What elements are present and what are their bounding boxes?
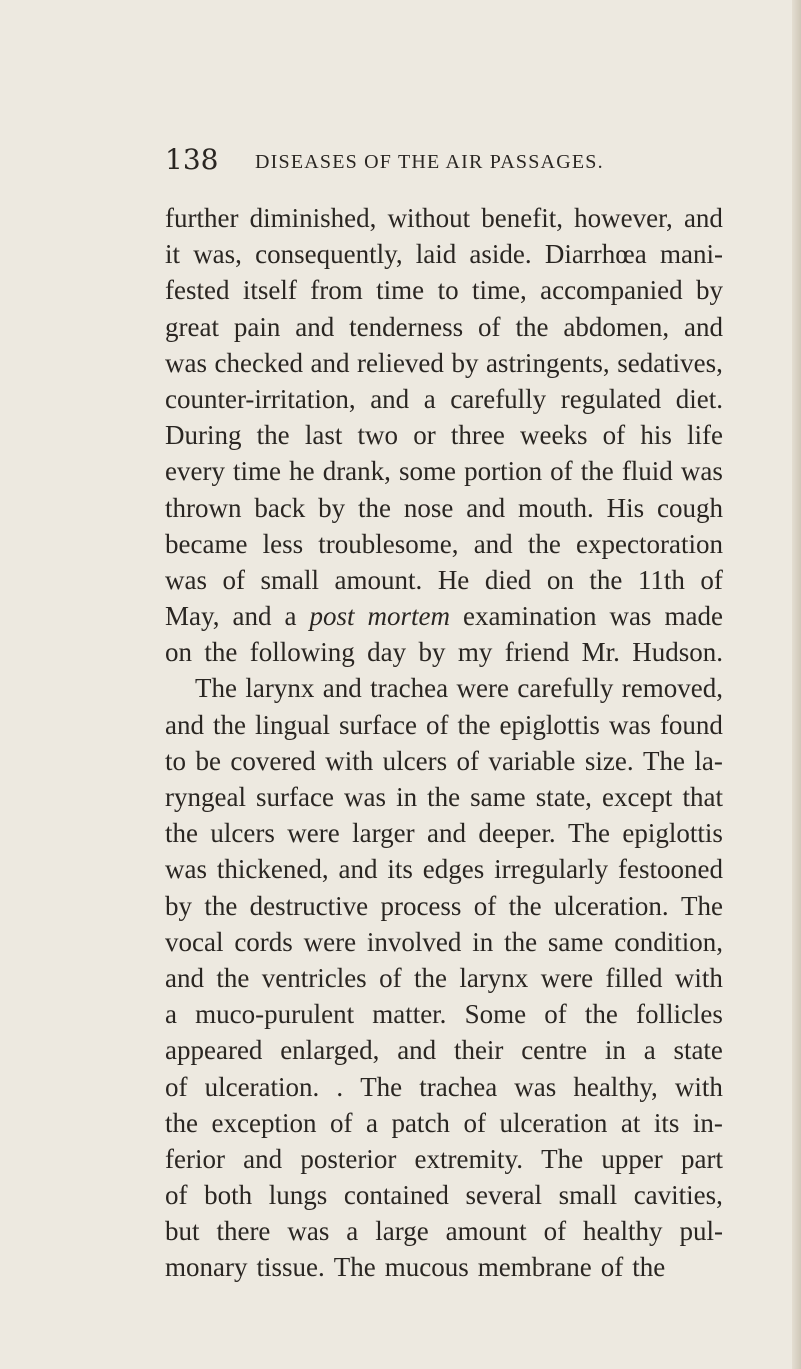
running-title: DISEASES OF THE AIR PASSAGES. (255, 151, 604, 173)
text-line: to be covered with ulcers of variable size. The la- (165, 745, 723, 776)
text-line: further diminished, without benefit, however, and (165, 203, 723, 233)
text-line: The larynx and trachea were carefully removed, (195, 673, 723, 704)
text-line: on the following day by my friend Mr. Hudson. (165, 637, 723, 668)
page-edge (792, 0, 801, 1369)
text-line: monary tissue. The mucous membrane of the (165, 1252, 666, 1283)
text-line: vocal cords were involved in the same condition, (165, 926, 723, 957)
text-line: it was, consequently, laid aside. Diarrhœa mani- (165, 239, 723, 270)
page-header (165, 140, 725, 180)
text-line: became less troublesome, and the expectoration (165, 528, 723, 559)
text-line: fested itself from time to time, accompanied by (165, 275, 723, 306)
text-line: thrown back by the nose and mouth. His cough (165, 492, 723, 523)
text-line: the exception of a patch of ulceration at its in- (165, 1107, 723, 1138)
text-line: great pain and tenderness of the abdomen, and (165, 311, 723, 342)
text-line: was thickened, and its edges irregularly festooned (165, 854, 723, 885)
text-line: of ulceration. . The trachea was healthy, with (165, 1071, 723, 1102)
text-line: ferior and posterior extremity. The upper part (165, 1143, 723, 1174)
text-line: counter-irritation, and a carefully regulated diet. (165, 383, 723, 414)
text-line: May, and a post mortem examination was made (165, 601, 723, 632)
text-line: appeared enlarged, and their centre in a state (165, 1035, 723, 1066)
text-line: but there was a large amount of healthy pul- (165, 1216, 723, 1247)
text-line: of both lungs contained several small cavities, (165, 1180, 723, 1211)
page-number: 138 (165, 143, 219, 176)
text-line: ryngeal surface was in the same state, except that (165, 782, 723, 812)
text-line: the ulcers were larger and deeper. The epiglottis (165, 818, 723, 849)
body-text (165, 200, 723, 1286)
text-line: and the lingual surface of the epiglottis was found (165, 709, 723, 740)
text-line: During the last two or three weeks of his life (165, 420, 723, 451)
text-line: every time he drank, some portion of the fluid was (165, 456, 723, 487)
text-line: by the destructive process of the ulceration. The (165, 890, 723, 921)
text-line: a muco-purulent matter. Some of the follicles (165, 999, 723, 1030)
text-line: and the ventricles of the larynx were filled with (165, 962, 723, 993)
text-line: was checked and relieved by astringents, sedatives, (165, 347, 723, 378)
text-line: was of small amount. He died on the 11th of (165, 564, 723, 595)
